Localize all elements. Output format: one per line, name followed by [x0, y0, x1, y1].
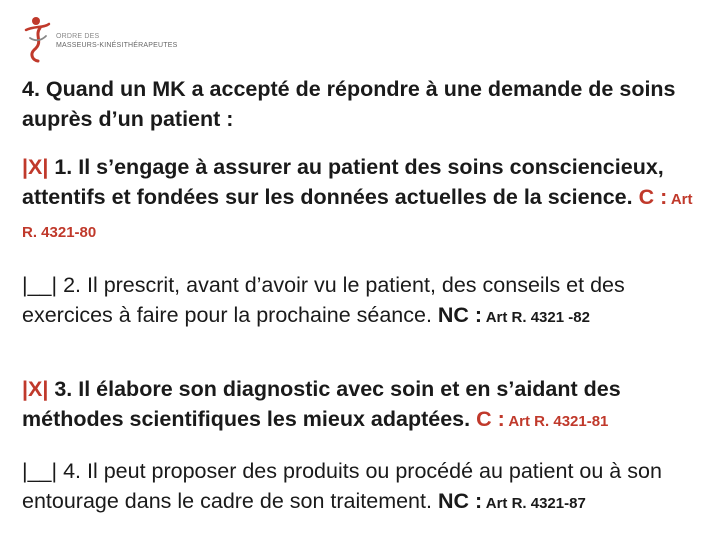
option-3-text: 3. Il élabore son diagnostic avec soin et en s’aidant des méthodes scientifiques les mieux adaptées. — [22, 377, 621, 431]
option-2-text: 2. Il prescrit, avant d’avoir vu le patient, des conseils et des exercices à faire pour la prochaine séance. — [22, 273, 625, 327]
option-4-checkbox[interactable]: |__| — [22, 459, 58, 483]
option-2-checkbox[interactable]: |__| — [22, 273, 58, 297]
option-1-text: 1. Il s’engage à assurer au patient des soins consciencieux, attentifs et fondées sur les données actuelles de la science. — [22, 155, 664, 209]
option-2-verdict: NC : — [437, 303, 483, 327]
option-4 — [22, 456, 706, 519]
option-3-checkbox[interactable]: |X| — [22, 377, 49, 401]
logo-line-2: MASSEURS-KINÉSITHÉRAPEUTES — [56, 42, 178, 49]
option-4-verdict: NC : — [437, 489, 483, 513]
option-4-text: 4. Il peut proposer des produits ou procédé au patient ou à son entourage dans le cadre de son traitement. — [22, 459, 662, 513]
ordre-logo — [22, 14, 192, 64]
option-4-ref: Art R. 4321-87 — [482, 495, 586, 512]
question-text: 4. Quand un MK a accepté de répondre à une demande de soins auprès d’un patient : — [22, 77, 676, 131]
option-1-checkbox[interactable]: |X| — [22, 155, 49, 179]
option-2-ref: Art R. 4321 -82 — [482, 309, 590, 326]
option-1-ref: Art R. 4321-80 — [22, 191, 693, 241]
logo-line-1: ORDRE DES — [56, 33, 100, 40]
option-3-ref: Art R. 4321-81 — [504, 413, 609, 430]
ordre-mk-logo-icon — [22, 14, 56, 64]
option-1 — [22, 152, 706, 248]
option-3-verdict: C : — [476, 407, 505, 431]
option-2 — [22, 270, 706, 333]
option-3 — [22, 374, 706, 437]
option-1-verdict: C : — [638, 185, 668, 209]
